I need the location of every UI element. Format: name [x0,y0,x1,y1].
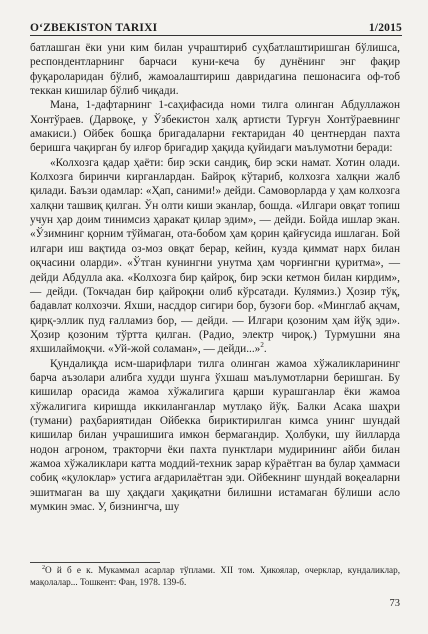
footnote [30,565,400,588]
paragraph: Қундалиқда исм-шарифлари тилга олинган жамоа хўжаликларининг барча аъзолари алибга худди шунга ўхшаш маълумотларни беришган. Бу кишилар орасида жамоа хўжалигига қарши курашганлар ёки жамоа хўжалигига киришда иккиланганлар мутлақо йўқ. Балки Асака шаҳри (тумани) раҳбариятидан Ойбекка бириктирилган кимса унинг шундай кишилар билан учрашишига имкон бермагандир. Ҳолбуки, шу йилларда нодон агроном, тракторчи ёки пахта пунктлари мудирининг айби билан жамоа хўжаликлари катта моддий-техник зарар кўраётган ва булар ҳаммаси собиқ «қулоклар» устига ағдарилаётган эди. Ойбекнинг шундай воқеаларни эшитмаган ва шу ҳақдаги ҳақиқатни билишни истамаган бўлиши асло мумкин эмас. У, бизнингча, шу [30,357,400,513]
paragraph-quotation: «Колхозга қадар ҳаёти: бир эски сандиқ, бир эски намат. Хотин олади. Колхозга биринчи кирганлардан. Байроқ кўтариб, колхозга халқни жалб қилади. Баъзи одамлар: «Ҳап, саними!» дейди. Самоворларда у ҳам колхозга халқни ташвиқ қилган. Ўн олти киши эканлар, бошда. «Илгари овқат топиш учун ҳар доим тинимсиз ҳаракат қилар эдим», — дейди. Бойда ишлар экан. «Ўзимнинг қорним тўймаган, ота-бобом ҳам қорин қайғусида ишлаган. Бой илгари иш вақтида оз-моз овқат берар, кейин, кузда қиммат нарх билан оқчасини оларди». «Ўтган кунингни унутма ҳам чорғингни қуритма», — дейди Абдулла ака. «Колхозга бир қайроқ, бир эски кетмон билан кирдим», — дейди. (Токчадан бир қайроқни олиб кўрсатади. Кулямиз.) Ҳозир тўқ, бадавлат колхозчи. Яхши, насддор сигири бор, бузоғи бор. «Минглаб ақчам, қирқ-эллик пуд ғалламиз бор, — дейди. — Илгари қозоним ҳам йўқ эди». Ҳозир қозоним тўртта қилган. (Радио, электр чироқ.) Турмушни яна яхшилаймоқчи. «Уй-жой соламан», — дейди...»$^2$. [30,156,400,356]
body-text [30,41,400,514]
paragraph: Мана, 1-дафтарнинг 1-саҳифасида номи тилга олинган Абдуллажон Хонтўраев. (Дарвоқе, у Ўзбекистон халқ артисти Турғун Хонтўраевнинг амакиси.) Ойбек бошқа бригадаларни ғектаридан 40 центнердан пахта беришга чақирган бу илғор бригадир ҳақида қуйидаги маълумотни беради: [30,99,400,155]
journal-title: O‘ZBEKISTON TARIXI [30,22,158,34]
page-number: 73 [389,598,400,609]
quotation-text: «Колхозга қадар ҳаёти: бир эски сандиқ, бир эски намат. Хотин олади. Колхозга биринчи кирганлардан. Байроқ кўтариб, колхозга халқни жалб қилади. Баъзи одамлар: «Ҳап, саними!» дейди. Самоворларда у ҳам колхозга халқни ташвиқ қилган. Ўн олти киши эканлар, бошда. «Илгари овқат топиш учун ҳар доим тинимсиз ҳаракат қилар эдим», — дейди. Бойда ишлар экан. «Ўзимнинг қорним тўймаган, ота-бобом ҳам қорин қайғусида ишлаган. Бой илгари иш вақтида оз-моз овқат берар, кейин, кузда қиммат нарх билан оқчасини оларди». «Ўтган кунингни унутма ҳам чорғингни қуритма», — дейди Абдулла ака. «Колхозга бир қайроқ, бир эски кетмон билан кирдим», — дейди. (Токчадан бир қайроқни олиб кўрсатади. Кулямиз.) Ҳозир тўқ, бадавлат колхозчи. Яхши, насддор сигири бор, бузоғи бор. «Минглаб ақчам, қирқ-эллик пуд ғалламиз бор, — дейди. — Илгари қозоним ҳам йўқ эди». Ҳозир қозоним тўртта қилган. (Радио, электр чироқ.) Турмушни яна яхшилаймоқчи. «Уй-жой соламан», — дейди...» [30,156,400,356]
footnote-reference: 2 [260,341,264,350]
footnote-text: О й б е к. Мукаммал асарлар тўплами. XII том. Ҳикоялар, очерклар, кундаликлар, мақолалар... Тошкент: Фан, 1978. 139-б. [30,565,400,587]
footnote-number: 2 [42,564,45,571]
header-rule [30,35,402,36]
paragraph: батлашган ёки уни ким билан учраштириб суҳбатлаштиришган бўлишса, респондентларнинг барчаси куни-кеча бу дунёнинг энг фақир фуқароларидан бўлиб, жамоалаштириш давридагина пешонасига оф-тоб теккан кишилар бўлиб чиқади. [30,42,400,98]
issue-number: 1/2015 [368,22,402,34]
running-header [30,16,402,34]
footnote-rule [30,562,160,563]
